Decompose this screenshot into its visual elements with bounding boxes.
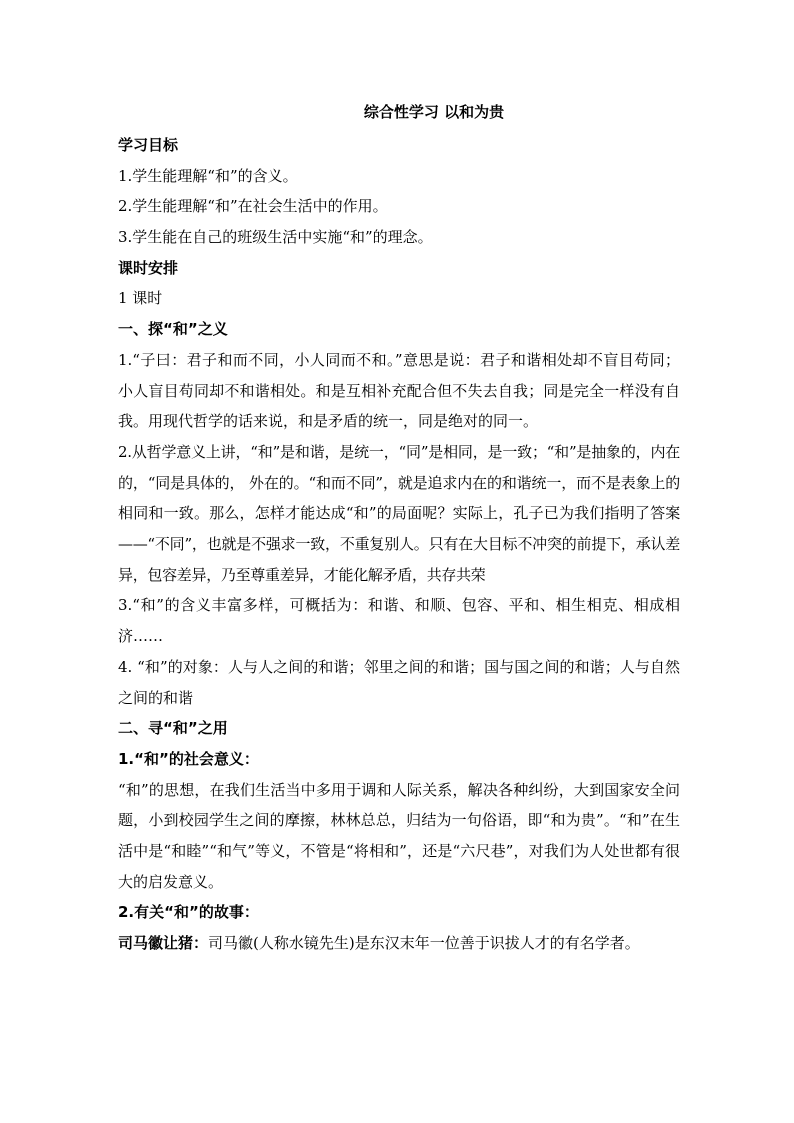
section-1-paragraph-2: 2.从哲学意义上讲，“和”是和谐，是统一，“同”是相同，是一致；“和”是抽象的，内在的，“同是具体的， 外在的。“和而不同”，就是追求内在的和谐统一，而不是表象上的相同和一致。那么，怎样才能达成“和”的局面呢？实际上，孔子已为我们指明了答案——“不同”，也就是不强求一致，不重复别人。只有在大目标不冲突的前提下，承认差异，包容差异，乃至尊重差异，才能化解矛盾，共存共荣	[118, 442, 680, 584]
heading-schedule: 课时安排	[118, 258, 179, 277]
goal-item: 2.学生能理解“和”在社会生活中的作用。	[118, 197, 388, 216]
section-1-paragraph-1: 1.“子曰：君子和而不同，小人同而不和。”意思是说：君子和谐相处却不盲目苟同；小人盲目苟同却不和谐相处。和是互相补充配合但不失去自我；同是完全一样没有自我。用现代哲学的话来说，和是矛盾的统一，同是绝对的同一。	[118, 350, 680, 431]
section-2-paragraph-1: “和”的思想，在我们生活当中多用于调和人际关系，解决各种纠纷，大到国家安全问题，小到校园学生之间的摩擦，林林总总，归结为一句俗语，即“和为贵”。“和”在生活中是“和睦”“和气”等义，不管是“将相和”，还是“六尺巷”，对我们为人处世都有很大的启发意义。	[118, 780, 680, 891]
section-2-heading-2: 2.有关“和”的故事：	[118, 903, 259, 922]
schedule-text: 1 课时	[118, 289, 163, 308]
section-1-paragraph-3: 3.“和”的含义丰富多样，可概括为：和谐、和顺、包容、平和、相生相克、相成相济……	[118, 596, 680, 646]
section-2-heading-1: 1.“和”的社会意义：	[118, 749, 259, 768]
story-paragraph	[118, 928, 680, 959]
section-1-paragraph-4: 4. “和”的对象：人与人之间的和谐；邻里之间的和谐；国与国之间的和谐；人与自然之间的和谐	[118, 657, 680, 707]
section-1-title: 一、探“和”之义	[118, 320, 228, 339]
section-2-title: 二、寻“和”之用	[118, 719, 228, 738]
story-label: 司马徽让猪：	[118, 934, 209, 953]
document-body	[118, 130, 680, 959]
story-text: 司马徽(人称水镜先生)是东汉末年一位善于识拔人才的有名学者。	[208, 934, 640, 953]
goal-item: 1.学生能理解“和”的含义。	[118, 166, 298, 185]
document-title: 综合性学习 以和为贵	[363, 103, 505, 121]
heading-goals: 学习目标	[118, 136, 179, 154]
goal-item: 3.学生能在自己的班级生活中实施“和”的理念。	[118, 228, 433, 247]
